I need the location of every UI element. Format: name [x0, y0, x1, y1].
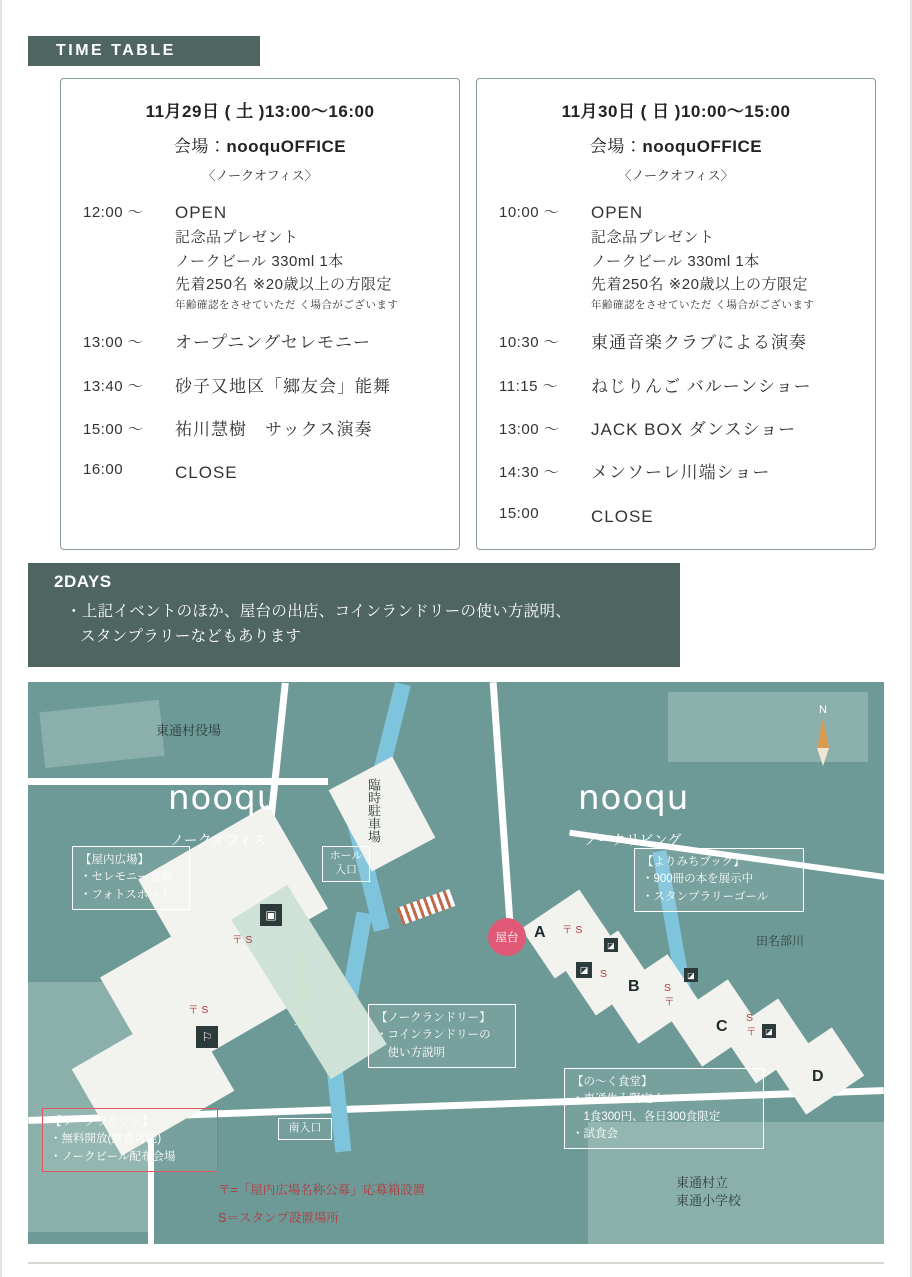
table-row	[477, 374, 875, 400]
nooqu-office-label: ノークオフィス	[170, 832, 267, 848]
row-title: OPEN	[175, 203, 228, 222]
callout-line: 1食300円、各日300食限定	[572, 1110, 721, 1123]
row-title: CLOSE	[175, 463, 238, 483]
map-bridge	[397, 889, 456, 925]
row-title: CLOSE	[591, 506, 654, 526]
nooqu-logo-left: nooqu	[168, 778, 280, 818]
map-land-blob	[39, 700, 164, 768]
row-time: 13:00 〜	[83, 334, 144, 352]
row-time: 10:30 〜	[499, 334, 560, 352]
row-sub1: 記念品プレゼント	[175, 229, 299, 247]
row-title: JACK BOX ダンスショー	[591, 420, 797, 440]
callout-yorimichi-book	[634, 848, 804, 912]
callout-line: 【ワークラウンジ】	[50, 1116, 154, 1128]
timetable-rows	[477, 200, 875, 530]
card-date: 11月29日 ( 土 )13:00〜16:00	[145, 102, 375, 121]
callout-nooqu-shokudo	[564, 1068, 764, 1149]
card-venue-prefix: 会場：	[589, 137, 643, 156]
compass-north-label: N	[819, 704, 827, 716]
mark-s-b: S	[600, 968, 608, 980]
river-name-label: 田名部川	[756, 934, 805, 948]
timetable-card-sunday	[476, 78, 876, 550]
callout-line: 【よりみちブック】	[642, 856, 745, 868]
twodays-title: 2DAYS	[54, 572, 112, 591]
photo-spot-icon: ▣	[260, 904, 282, 926]
yatai-pin: 屋台	[488, 918, 526, 956]
temp-parking-label-2: 臨時駐車場	[292, 954, 309, 1029]
row-title: 砂子又地区「郷友会」能舞	[175, 376, 391, 396]
row-time: 15:00 〜	[83, 421, 144, 439]
card-venue-name: nooquOFFICE	[642, 137, 763, 156]
callout-line: ・コインランドリーの	[376, 1029, 491, 1042]
row-title: 祐川慧樹 サックス演奏	[175, 420, 373, 440]
compass-icon	[810, 704, 836, 766]
callout-work-lounge	[42, 1108, 218, 1172]
mark-post-s-office: 〒 S	[232, 934, 253, 946]
card-venue-name: nooquOFFICE	[226, 137, 347, 156]
mark-post-s-a: 〒 S	[562, 924, 583, 936]
compass-needle-south	[817, 748, 829, 766]
map-letter-c: C	[716, 1018, 728, 1035]
callout-nooqu-laundry	[368, 1004, 516, 1068]
mark-post-s-office-2: 〒 S	[188, 1004, 209, 1016]
callout-line: ・スタンプラリーゴール	[642, 890, 769, 903]
card-venue-prefix: 会場：	[173, 137, 227, 156]
row-sub2: ノークビール 330ml 1本	[175, 252, 344, 270]
small-marker-icon: ◪	[762, 1024, 776, 1038]
callout-line: ・ノークビール配布会場	[50, 1150, 176, 1163]
card-venue	[61, 132, 459, 157]
callout-line: 使い方説明	[376, 1046, 445, 1059]
row-sub3: 先着250名 ※20歳以上の方限定	[591, 275, 808, 293]
small-marker-icon: ◪	[684, 968, 698, 982]
map-road	[490, 682, 514, 922]
temp-parking-label: 臨時駐車場	[366, 778, 381, 843]
activity-icon: ⚐	[196, 1026, 218, 1048]
row-sub1: 記念品プレゼント	[591, 229, 715, 247]
row-time: 14:30 〜	[499, 464, 560, 482]
south-entrance-tag: 南入口	[278, 1118, 332, 1140]
village-office-label: 東通村役場	[156, 723, 222, 738]
compass-needle-north	[817, 718, 829, 748]
map-legend-stamp: S＝スタンプ設置場所	[218, 1211, 339, 1225]
table-row	[477, 200, 875, 313]
mark-s-post-b: S 〒	[664, 982, 675, 1008]
event-map	[28, 682, 884, 1244]
twodays-band	[28, 563, 680, 667]
row-body	[591, 200, 814, 313]
callout-indoor-plaza	[72, 846, 190, 910]
school-label: 東通村立 東通小学校	[676, 1175, 742, 1209]
row-time: 16:00	[83, 461, 124, 479]
table-row	[61, 460, 459, 486]
timetable-rows	[61, 200, 459, 487]
map-legend-post: 〒=「屋内広場名称公募」応募箱設置	[218, 1183, 426, 1197]
row-time: 15:00	[499, 504, 540, 522]
table-row	[61, 200, 459, 313]
mark-s-post-c: S 〒	[746, 1012, 757, 1038]
card-venue	[477, 132, 875, 157]
row-time: 13:00 〜	[499, 421, 560, 439]
callout-line: ・フォトスポット	[80, 888, 172, 901]
card-date: 11月30日 ( 日 )10:00〜15:00	[561, 102, 791, 121]
map-letter-d: D	[812, 1068, 824, 1085]
row-sub3: 先着250名 ※20歳以上の方限定	[175, 275, 392, 293]
callout-line: 【屋内広場】	[80, 854, 149, 866]
small-marker-icon: ◪	[576, 962, 592, 978]
row-title: 東通音楽クラブによる演奏	[591, 333, 807, 353]
nooqu-living-label: ノークリビング	[584, 832, 682, 848]
table-row	[477, 504, 875, 530]
row-title: メンソーレ川端ショー	[591, 463, 771, 483]
row-time: 12:00 〜	[83, 204, 144, 221]
map-land-blob	[668, 692, 868, 762]
table-row	[477, 417, 875, 443]
row-title: ねじりんご バルーンショー	[591, 376, 812, 396]
timetable-header-band	[28, 36, 260, 66]
row-time: 13:40 〜	[83, 377, 144, 395]
card-venue-sub: 〈ノークオフィス〉	[202, 168, 318, 183]
table-row	[61, 374, 459, 400]
row-body	[175, 200, 398, 313]
twodays-note-line1: ・上記イベントのほか、屋台の出店、コインランドリーの使い方説明、	[66, 603, 572, 620]
row-sub2: ノークビール 330ml 1本	[591, 252, 760, 270]
map-letter-b: B	[628, 978, 640, 995]
row-title: オープニングセレモニー	[175, 333, 371, 353]
callout-line: ・無料開放(飲食可能)	[50, 1133, 162, 1146]
map-letter-a: A	[534, 924, 546, 941]
callout-line: ・試食会	[572, 1127, 618, 1140]
row-fineprint: 年齢確認をさせていただ く場合がございます	[175, 299, 399, 312]
twodays-note-line2: スタンプラリーなどもあります	[80, 628, 302, 646]
table-row	[477, 330, 875, 356]
row-time: 11:15 〜	[499, 377, 559, 395]
table-row	[477, 460, 875, 486]
timetable-card-saturday	[60, 78, 460, 550]
callout-line: ・900冊の本を展示中	[642, 873, 754, 886]
table-row	[61, 330, 459, 356]
row-fineprint: 年齢確認をさせていただ く場合がございます	[591, 299, 815, 312]
callout-line: ・東通牛入限定カレー	[572, 1093, 687, 1106]
table-row	[61, 417, 459, 443]
footer-rule	[28, 1262, 884, 1264]
timetable-header-label: TIME TABLE	[56, 42, 176, 59]
card-venue-sub: 〈ノークオフィス〉	[618, 168, 734, 183]
callout-line: 【ノークランドリー】	[376, 1012, 491, 1024]
small-marker-icon: ◪	[604, 938, 618, 952]
row-title: OPEN	[591, 203, 644, 222]
hall-entrance-tag: ホール 入口	[322, 846, 370, 882]
page-left-rule	[0, 0, 2, 1277]
callout-line: ・セレモニー会場	[80, 871, 172, 884]
nooqu-logo-right: nooqu	[578, 778, 690, 818]
row-time: 10:00 〜	[499, 204, 560, 221]
map-canvas	[28, 682, 884, 1244]
callout-line: 【の〜く食堂】	[572, 1076, 653, 1088]
